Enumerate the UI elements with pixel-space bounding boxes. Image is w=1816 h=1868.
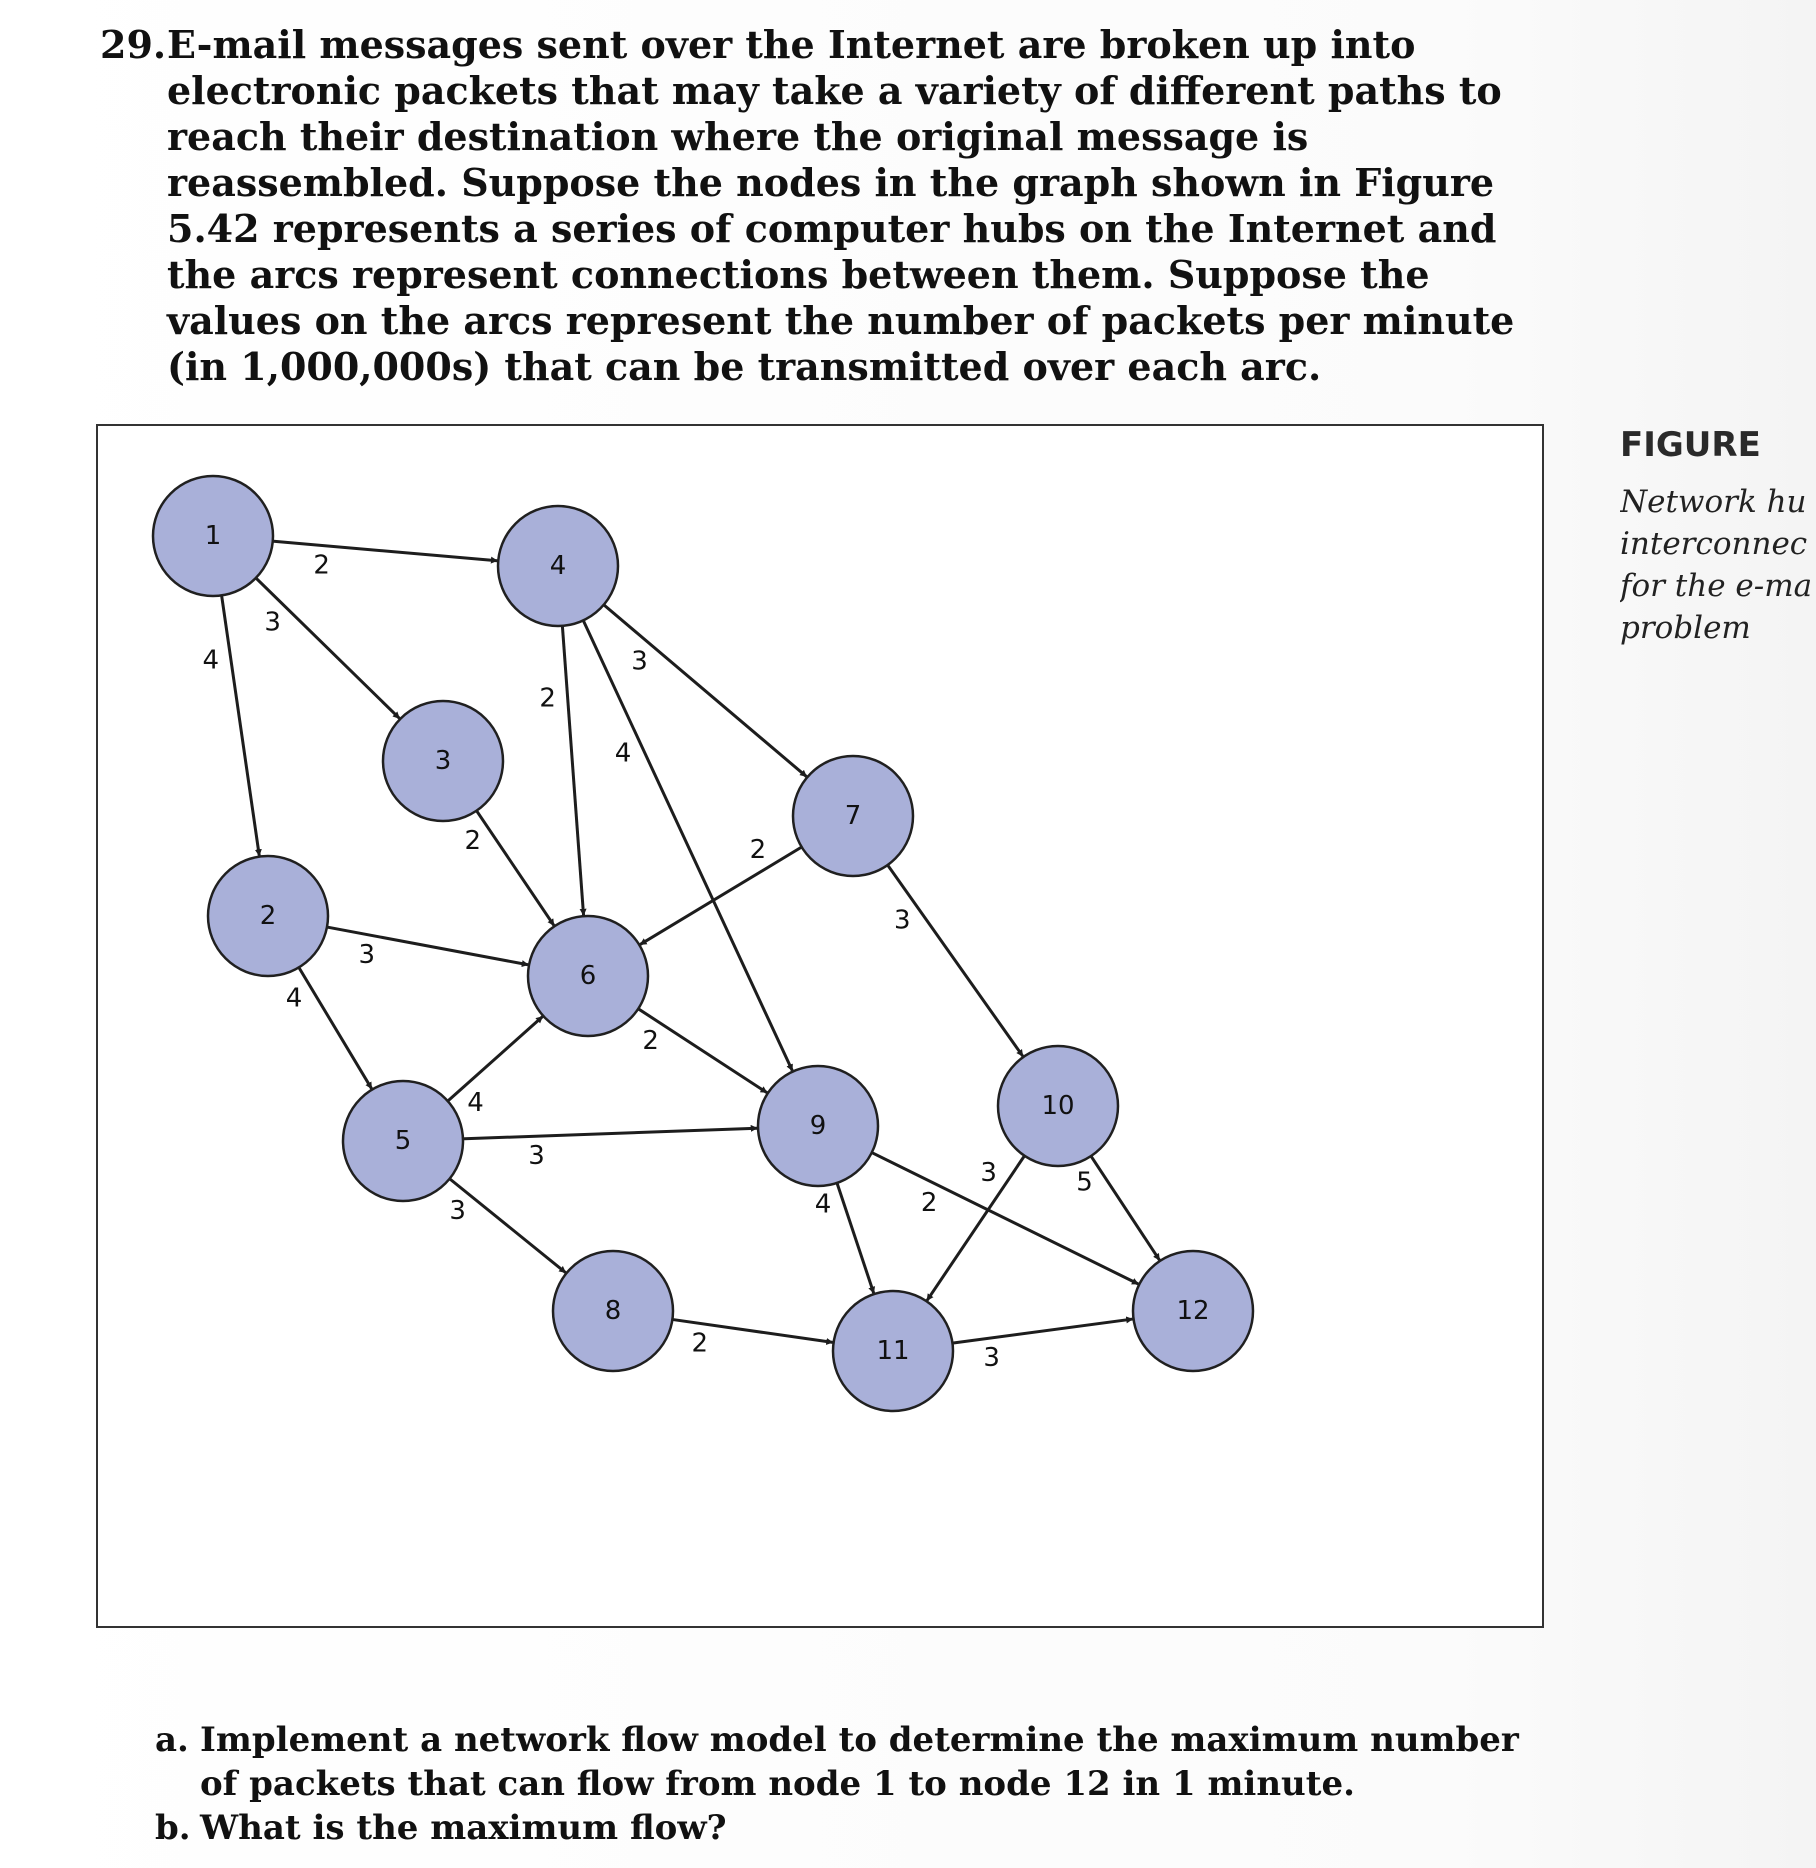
arc-capacity-label: 3 — [358, 939, 375, 970]
arc-2-to-6 — [325, 927, 528, 965]
arc-capacity-label: 2 — [691, 1328, 709, 1359]
arc-line — [325, 927, 528, 965]
node-11 — [833, 1291, 953, 1411]
arc-capacity-label: 4 — [202, 645, 220, 676]
node-label: 9 — [809, 1111, 827, 1141]
arc-line — [836, 1181, 873, 1293]
arc-capacity-label: 2 — [642, 1025, 659, 1056]
arc-capacity-label: 5 — [1076, 1167, 1093, 1198]
question-label: a. — [155, 1720, 189, 1760]
node-10 — [998, 1046, 1118, 1166]
arc-line — [640, 846, 803, 944]
problem-number: 29. — [100, 22, 167, 67]
problem-statement — [100, 22, 1570, 390]
node-6 — [528, 916, 648, 1036]
arc-line — [950, 1319, 1132, 1343]
arc-line — [886, 863, 1022, 1056]
node-label: 6 — [579, 961, 597, 991]
arc-9-to-11 — [836, 1181, 873, 1293]
arc-capacity-label: 2 — [464, 825, 482, 856]
arc-1-to-4 — [271, 541, 497, 561]
arc-capacity-label: 3 — [528, 1141, 545, 1172]
node-5 — [343, 1081, 463, 1201]
arc-capacity-label: 3 — [893, 905, 911, 936]
arc-capacity-label: 3 — [980, 1158, 997, 1189]
caption-line: for the e-ma — [1620, 568, 1813, 604]
arc-1-to-3 — [254, 577, 399, 719]
arc-line — [1090, 1154, 1160, 1260]
arc-9-to-12 — [870, 1152, 1138, 1284]
arc-line — [271, 541, 497, 561]
question-a — [155, 1718, 1555, 1806]
arc-7-to-6 — [640, 846, 803, 944]
arc-5-to-6 — [446, 1017, 542, 1103]
network-graph — [98, 426, 1542, 1626]
arc-capacity-label: 3 — [264, 607, 281, 638]
arc-capacity-label: 3 — [449, 1195, 466, 1226]
arc-capacity-label: 4 — [285, 983, 303, 1014]
node-label: 8 — [604, 1296, 622, 1326]
node-label: 5 — [394, 1126, 412, 1156]
question-label: b. — [155, 1808, 191, 1848]
arc-line — [562, 624, 583, 915]
node-3 — [383, 701, 503, 821]
caption-line: interconnec — [1620, 526, 1808, 562]
arc-line — [927, 1154, 1026, 1300]
arc-4-to-6 — [562, 624, 583, 915]
arc-7-to-10 — [886, 863, 1022, 1056]
arc-capacity-label: 2 — [539, 683, 556, 714]
arc-capacity-label: 4 — [467, 1088, 484, 1119]
node-label: 2 — [259, 901, 277, 931]
question-list — [155, 1718, 1555, 1850]
node-12 — [1133, 1251, 1253, 1371]
caption-line: problem — [1620, 610, 1751, 646]
arc-line — [461, 1128, 757, 1139]
node-label: 3 — [434, 746, 452, 776]
arc-line — [221, 593, 259, 855]
node-4 — [498, 506, 618, 626]
question-text: Implement a network flow model to determine the maximum number of packets that can flow from node 1 to node 12 in 1 minute. — [200, 1720, 1519, 1804]
caption-line: Network hu — [1620, 484, 1807, 520]
arc-line — [602, 603, 806, 776]
node-label: 4 — [549, 551, 567, 581]
node-label: 12 — [1176, 1296, 1210, 1326]
arc-capacity-label: 4 — [814, 1189, 832, 1220]
node-7 — [793, 756, 913, 876]
question-text: What is the maximum flow? — [200, 1808, 727, 1848]
arc-2-to-5 — [298, 966, 372, 1089]
node-label: 11 — [876, 1336, 910, 1366]
arc-capacity-label: 4 — [614, 738, 632, 769]
arc-11-to-12 — [950, 1319, 1132, 1343]
node-2 — [208, 856, 328, 976]
arc-line — [254, 577, 399, 719]
arc-line — [446, 1017, 542, 1103]
arc-line — [475, 809, 553, 925]
arc-1-to-2 — [221, 593, 259, 855]
arc-3-to-6 — [475, 809, 553, 925]
node-label: 7 — [844, 801, 862, 831]
arc-line — [870, 1152, 1138, 1284]
node-label: 10 — [1041, 1091, 1075, 1121]
figure-label: FIGURE — [1620, 425, 1761, 465]
node-label: 1 — [204, 521, 222, 551]
arc-capacity-label: 2 — [313, 550, 330, 581]
arc-line — [298, 966, 372, 1089]
arc-10-to-11 — [927, 1154, 1026, 1300]
arc-4-to-7 — [602, 603, 806, 776]
problem-text: E-mail messages sent over the Internet are broken up into electronic packets that may take a variety of different paths to reach their destination where the original message is reassembled. Suppose the nodes in the graph shown in Figure 5.42 represents a series of computer hubs on the Internet and the arcs represent connections between them. Suppose the values on the arcs represent the number of packets per minute (in 1,000,000s) that can be transmitted over each arc. — [167, 22, 1515, 389]
arc-capacity-label: 3 — [631, 646, 648, 677]
node-9 — [758, 1066, 878, 1186]
arc-capacity-label: 3 — [983, 1343, 1000, 1374]
network-figure — [96, 424, 1544, 1628]
node-1 — [153, 476, 273, 596]
question-b — [155, 1806, 1555, 1850]
node-8 — [553, 1251, 673, 1371]
arc-capacity-label: 2 — [920, 1188, 938, 1219]
arc-10-to-12 — [1090, 1154, 1160, 1260]
figure-caption — [1620, 481, 1816, 649]
figure-sidebar — [1620, 425, 1816, 649]
arc-5-to-9 — [461, 1128, 757, 1139]
arc-capacity-label: 2 — [749, 835, 767, 866]
